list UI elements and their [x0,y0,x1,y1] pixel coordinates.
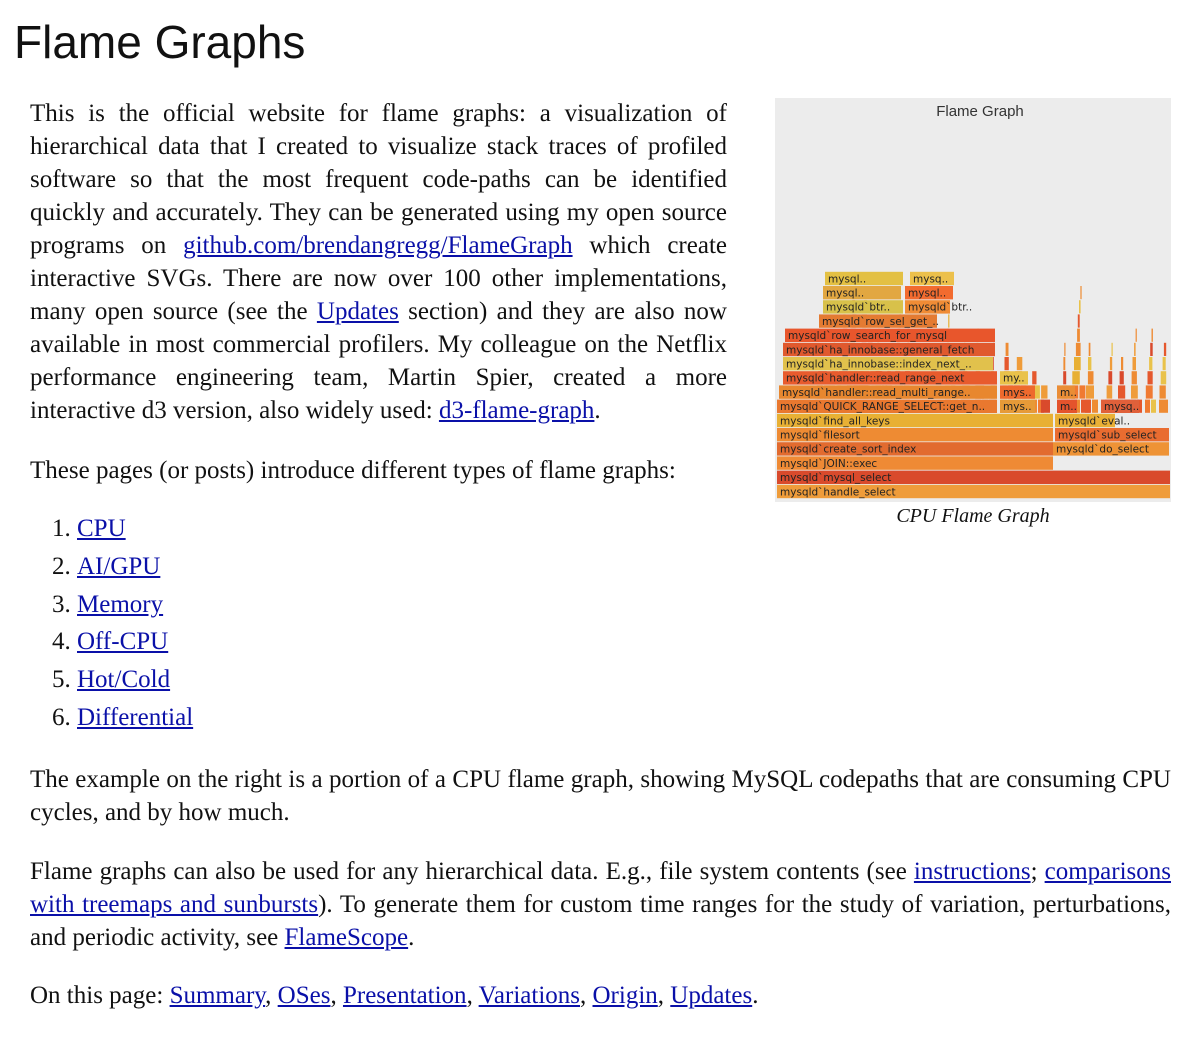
flame-tower-frame[interactable] [1151,400,1156,413]
github-flamegraph-link[interactable]: github.com/brendangregg/FlameGraph [183,232,573,259]
flame-frame-label: mys.. [1003,401,1032,414]
flame-tower-frame[interactable] [1161,371,1167,384]
comparisons-link[interactable]: comparisons with treemaps and sunbursts [30,858,1171,918]
intro-text-3: section) and they are also now available in most commercial profilers. My colleague on the Netflix performance engineering team, Martin Spier, created a more interactive d3 version, also widely used: [30,298,727,424]
hierarchical-data-paragraph [30,855,1171,954]
types-intro: These pages (or posts) introduce different types of flame graphs: [30,457,676,484]
intro-text-2: which create interactive SVGs. There are now over 100 other implementations, many open source (see the [30,232,727,325]
flame-tower-frame[interactable] [1145,400,1150,413]
flame-tower-frame[interactable] [1072,371,1080,384]
flame-tower-frame[interactable] [1107,385,1113,398]
type-link-cpu[interactable]: CPU [77,515,126,542]
flame-frame-label: mysq.. [913,273,949,286]
flame-tower-frame[interactable] [1152,329,1153,342]
nav-link-summary[interactable]: Summary [169,982,266,1009]
flame-frame-label: mys.. [1003,386,1032,399]
type-link-hot-cold[interactable]: Hot/Cold [77,666,171,694]
flame-graph-types-list [30,510,193,737]
flame-tower-frame[interactable] [1118,385,1125,398]
flame-tower-frame[interactable] [1076,343,1081,356]
list-item [77,623,193,661]
instructions-link[interactable]: instructions [913,858,1031,885]
nav-link-variations[interactable]: Variations [478,982,580,1009]
flame-tower-frame[interactable] [1079,385,1085,398]
flame-tower-frame[interactable] [1041,400,1050,413]
list-item [77,699,193,737]
flame-frame-label: m.. [1060,401,1077,414]
flame-tower-frame[interactable] [1041,385,1047,398]
flame-tower-frame[interactable] [1064,343,1065,356]
on-this-page-label: On this page: [30,982,170,1009]
flame-tower-frame[interactable] [1131,385,1138,398]
flame-tower-frame[interactable] [1005,357,1009,370]
flame-frame-label: mysqld`handler::read_range_next [786,372,965,385]
flame-tower-frame[interactable] [1089,343,1091,356]
example-paragraph: The example on the right is a portion of a CPU flame graph, showing MySQL codepaths that are consuming CPU cycles, and by how much. [30,766,1171,826]
flame-tower-frame[interactable] [948,314,949,327]
on-this-page-nav [30,979,1171,1012]
separator: , [657,982,671,1009]
flame-tower-frame[interactable] [1146,385,1153,398]
separator: , [265,982,278,1009]
flame-tower-frame[interactable] [1108,371,1112,384]
flame-frame-label: mysql.. [908,287,947,300]
flame-frame-label: mysqld`btr.. [908,301,973,314]
flame-tower-frame[interactable] [1120,371,1124,384]
list-item [77,548,193,586]
separator: , [330,982,343,1009]
flame-tower-frame[interactable] [1074,357,1081,370]
list-item [77,661,193,699]
hier-text-4: . [408,924,415,951]
flame-tower-frame[interactable] [1112,343,1113,356]
flame-frame-label: mysql.. [826,287,865,300]
flame-tower-frame[interactable] [1136,329,1137,342]
flame-frame-label: mysqld`mysql_select [780,472,892,485]
flame-tower-frame[interactable] [1132,371,1137,384]
flame-graph-svg-title: Flame Graph [936,103,1024,120]
flame-tower-frame[interactable] [1079,300,1081,313]
flame-tower-frame[interactable] [1063,357,1065,370]
hier-text-2: ; [1030,858,1045,885]
flame-frame-label: mysqld`QUICK_RANGE_SELECT::get_n.. [780,401,986,414]
flame-frame-label: mysqld`ha_innobase::general_fetch [786,344,975,357]
flame-frame-label: my.. [1003,372,1025,385]
flame-frame-label: mysqld`btr.. [826,301,891,314]
page-title: Flame Graphs [14,16,306,68]
flame-tower-frame[interactable] [1077,329,1080,342]
hier-text-1: Flame graphs can also be used for any hierarchical data. E.g., file system contents (see [30,858,914,885]
flame-frame-label: mysqld`sub_select [1058,429,1157,442]
flame-tower-frame[interactable] [1121,357,1123,370]
type-link-differential[interactable]: Differential [77,703,194,731]
intro-text-1: This is the official website for flame graphs: a visualization of hierarchical data that I created to visualize stack traces of profiled software so that the most frequent code-paths can be identified quickly and accurately. They can be generated using my open source programs on [30,100,727,259]
flame-frame-label: mysqld`handler::read_multi_range.. [782,386,971,399]
flame-frame-label: mysqld`ha_innobase::index_next_.. [786,358,972,371]
nav-link-updates[interactable]: Updates [670,982,753,1009]
separator: , [580,982,593,1009]
flame-frame-label: mysql.. [828,273,867,286]
flame-tower-frame[interactable] [1088,371,1094,384]
flame-frame-label: mysqld`find_all_keys [780,415,890,428]
list-item [77,510,193,548]
updates-link[interactable]: Updates [316,298,399,325]
flame-tower-frame[interactable] [1150,343,1153,356]
flame-frame-label: mysqld`filesort [780,429,860,442]
flame-frame-label: mysq.. [1104,401,1140,414]
hier-text-3: ). To generate them for custom time ranges for the study of variation, perturbations, and periodic activity, see [30,891,1172,951]
nav-end-period: . [752,982,759,1009]
flame-frame-label: mysqld`eval.. [1058,415,1131,428]
flame-frame-label: m.. [1060,386,1077,399]
intro-paragraph [30,97,727,427]
flame-frame-label: mysqld`row_search_for_mysql [788,330,948,343]
type-link-ai-gpu[interactable]: AI/GPU [77,552,161,580]
nav-link-origin[interactable]: Origin [592,982,658,1009]
flame-tower-frame[interactable] [1163,357,1166,370]
flame-tower-frame[interactable] [1148,371,1153,384]
flame-graph-image[interactable] [775,98,1171,502]
d3-flame-graph-link[interactable]: d3-flame-graph [438,397,595,424]
flame-tower-frame[interactable] [1032,371,1036,384]
flame-tower-frame[interactable] [1159,400,1168,413]
flame-tower-frame[interactable] [1006,343,1009,356]
flame-tower-frame[interactable] [1063,371,1066,384]
flame-tower-frame[interactable] [1078,314,1080,327]
flame-tower-frame[interactable] [1160,385,1166,398]
flame-frame-label: mysqld`JOIN::exec [780,457,878,470]
list-item [77,586,193,624]
flame-tower-frame[interactable] [1080,286,1081,299]
flame-tower-frame[interactable] [1164,343,1166,356]
separator: , [466,982,479,1009]
flame-tower-frame[interactable] [1088,357,1091,370]
flame-frame-label: mysqld`do_select [1056,443,1149,456]
type-link-memory[interactable]: Memory [77,590,164,618]
flame-tower-frame[interactable] [1149,357,1152,370]
flame-tower-frame[interactable] [1086,385,1094,398]
type-link-off-cpu[interactable]: Off-CPU [77,628,169,656]
flame-frame-label: mysqld`handle_select [780,486,896,499]
flame-tower-frame[interactable] [1017,357,1023,370]
figure-caption: CPU Flame Graph [896,505,1050,527]
flame-tower-frame[interactable] [1133,357,1137,370]
nav-link-presentation[interactable]: Presentation [342,982,467,1009]
intro-text-4: . [594,397,601,424]
flame-tower-frame[interactable] [1085,400,1091,413]
flame-tower-frame[interactable] [1110,357,1112,370]
flame-tower-frame[interactable] [1092,400,1098,413]
flame-frame-label: mysqld`create_sort_index [780,443,917,456]
flame-graph-figure [775,98,1171,528]
flamescope-link[interactable]: FlameScope [284,924,409,951]
flame-frame-label: mysqld`row_sel_get_.. [822,315,940,328]
nav-link-oses[interactable]: OSes [277,982,331,1009]
flame-tower-frame[interactable] [1134,343,1136,356]
